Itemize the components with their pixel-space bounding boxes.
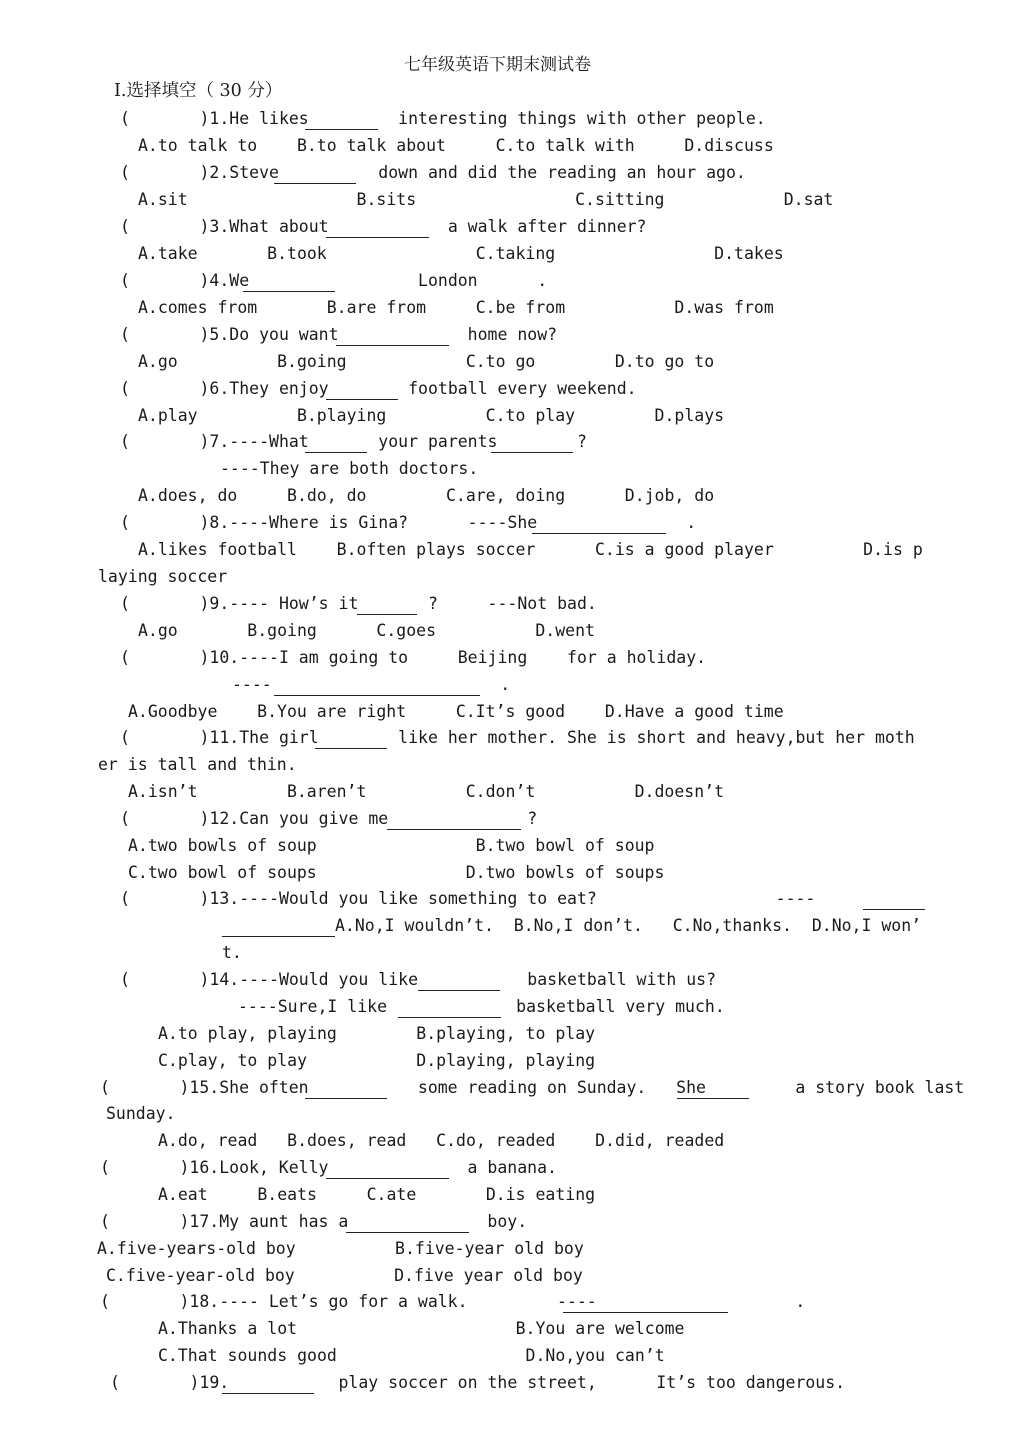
page-title: 七年级英语下期末测试卷 xyxy=(404,55,591,75)
answer-blank-q5[interactable] xyxy=(336,345,449,346)
question-1-line: ( )1.He likes interesting things with other people. xyxy=(120,109,766,128)
question-10-reply: ---- . xyxy=(232,675,511,694)
answer-blank-q13a[interactable] xyxy=(863,909,925,910)
question-11-line: ( )11.The girl like her mother. She is short and heavy,but her moth xyxy=(120,728,915,747)
question-17-line: ( )17.My aunt has a boy. xyxy=(100,1212,528,1231)
answer-blank-q14b[interactable] xyxy=(398,1017,501,1018)
section-heading: Ⅰ.选择填空（ 30 分） xyxy=(114,81,283,101)
question-15-options: A.do, read B.does, read C.do, readed D.did, readed xyxy=(158,1131,725,1150)
question-10-line: ( )10.----I am going to Beijing for a holiday. xyxy=(120,648,707,667)
question-15-line-cont: Sunday. xyxy=(106,1104,176,1123)
question-2-line: ( )2.Steve down and did the reading an hour ago. xyxy=(120,163,746,182)
question-5-options: A.go B.going C.to go D.to go to xyxy=(138,352,715,371)
answer-blank-q16[interactable] xyxy=(326,1178,449,1179)
answer-blank-q7a[interactable] xyxy=(305,452,367,453)
question-13-options: A.No,I wouldn’t. B.No,I don’t. C.No,thanks. D.No,I won’ xyxy=(335,916,922,935)
answer-blank-q2[interactable] xyxy=(274,183,356,184)
question-2-options: A.sit B.sits C.sitting D.sat xyxy=(138,190,834,209)
question-18-options-cd: C.That sounds good D.No,you can’t xyxy=(158,1346,665,1365)
question-5-line: ( )5.Do you want home now? xyxy=(120,325,558,344)
question-14-reply: ----Sure,I like basketball very much. xyxy=(238,997,725,1016)
question-7-options: A.does, do B.do, do C.are, doing D.job, do xyxy=(138,486,715,505)
question-8-options: A.likes football B.often plays soccer C.is a good player D.is p xyxy=(138,540,923,559)
question-17-options-ab: A.five-years-old boy B.five-year old boy xyxy=(97,1239,584,1258)
question-19-line: ( )19. play soccer on the street, It’s too dangerous. xyxy=(110,1373,846,1392)
answer-blank-q3[interactable] xyxy=(326,237,429,238)
answer-blank-q9[interactable] xyxy=(357,614,417,615)
question-12-options-cd: C.two bowl of soups D.two bowls of soups xyxy=(128,863,665,882)
question-9-options: A.go B.going C.goes D.went xyxy=(138,621,595,640)
question-16-options: A.eat B.eats C.ate D.is eating xyxy=(158,1185,596,1204)
question-8-line: ( )8.----Where is Gina? ----She . xyxy=(120,513,697,532)
answer-blank-q8[interactable] xyxy=(532,533,666,534)
answer-blank-q4[interactable] xyxy=(243,291,335,292)
question-13-options-cont: t. xyxy=(222,943,242,962)
question-18-options-ab: A.Thanks a lot B.You are welcome xyxy=(158,1319,685,1338)
answer-blank-q13b[interactable] xyxy=(222,936,335,937)
question-8-options-cont: laying soccer xyxy=(98,567,228,586)
question-4-options: A.comes from B.are from C.be from D.was from xyxy=(138,298,774,317)
answer-blank-q7b[interactable] xyxy=(491,452,573,453)
question-11-options: A.isn’t B.aren’t C.don’t D.doesn’t xyxy=(128,782,725,801)
question-12-line: ( )12.Can you give me ? xyxy=(120,809,538,828)
answer-blank-q17[interactable] xyxy=(346,1232,469,1233)
answer-blank-q14a[interactable] xyxy=(418,990,500,991)
question-14-options-cd: C.play, to play D.playing, playing xyxy=(158,1051,596,1070)
answer-blank-q19[interactable] xyxy=(222,1393,314,1394)
answer-blank-q1[interactable] xyxy=(305,129,378,130)
question-18-line: ( )18.---- Let’s go for a walk. ---- . xyxy=(100,1292,806,1311)
question-6-options: A.play B.playing C.to play D.plays xyxy=(138,406,725,425)
question-7-line: ( )7.----What your parents ? xyxy=(120,432,587,451)
answer-blank-q6[interactable] xyxy=(326,399,398,400)
question-16-line: ( )16.Look, Kelly a banana. xyxy=(100,1158,557,1177)
answer-blank-q15a[interactable] xyxy=(305,1098,387,1099)
question-7-reply: ----They are both doctors. xyxy=(220,459,479,478)
question-6-line: ( )6.They enjoy football every weekend. xyxy=(120,379,637,398)
answer-blank-q12[interactable] xyxy=(387,829,521,830)
question-1-options: A.to talk to B.to talk about C.to talk with D.discuss xyxy=(138,136,774,155)
question-3-options: A.take B.took C.taking D.takes xyxy=(138,244,784,263)
question-14-line: ( )14.----Would you like basketball with us? xyxy=(120,970,717,989)
question-15-line: ( )15.She often some reading on Sunday. She a story book last xyxy=(100,1078,965,1097)
question-12-options-ab: A.two bowls of soup B.two bowl of soup xyxy=(128,836,655,855)
question-3-line: ( )3.What about a walk after dinner? xyxy=(120,217,647,236)
question-11-line-cont: er is tall and thin. xyxy=(98,755,297,774)
question-14-options-ab: A.to play, playing B.playing, to play xyxy=(158,1024,596,1043)
question-9-line: ( )9.---- How’s it ? ---Not bad. xyxy=(120,594,597,613)
question-10-options: A.Goodbye B.You are right C.It’s good D.Have a good time xyxy=(128,702,784,721)
question-17-options-cd: C.five-year-old boy D.five year old boy xyxy=(106,1266,583,1285)
answer-blank-q18[interactable] xyxy=(563,1312,728,1313)
question-4-line: ( )4.We London . xyxy=(120,271,548,290)
answer-blank-q11[interactable] xyxy=(315,748,387,749)
question-13-line: ( )13.----Would you like something to eat? ---- xyxy=(120,889,816,908)
answer-blank-q15b[interactable] xyxy=(677,1098,749,1099)
answer-blank-q10[interactable] xyxy=(274,695,480,696)
